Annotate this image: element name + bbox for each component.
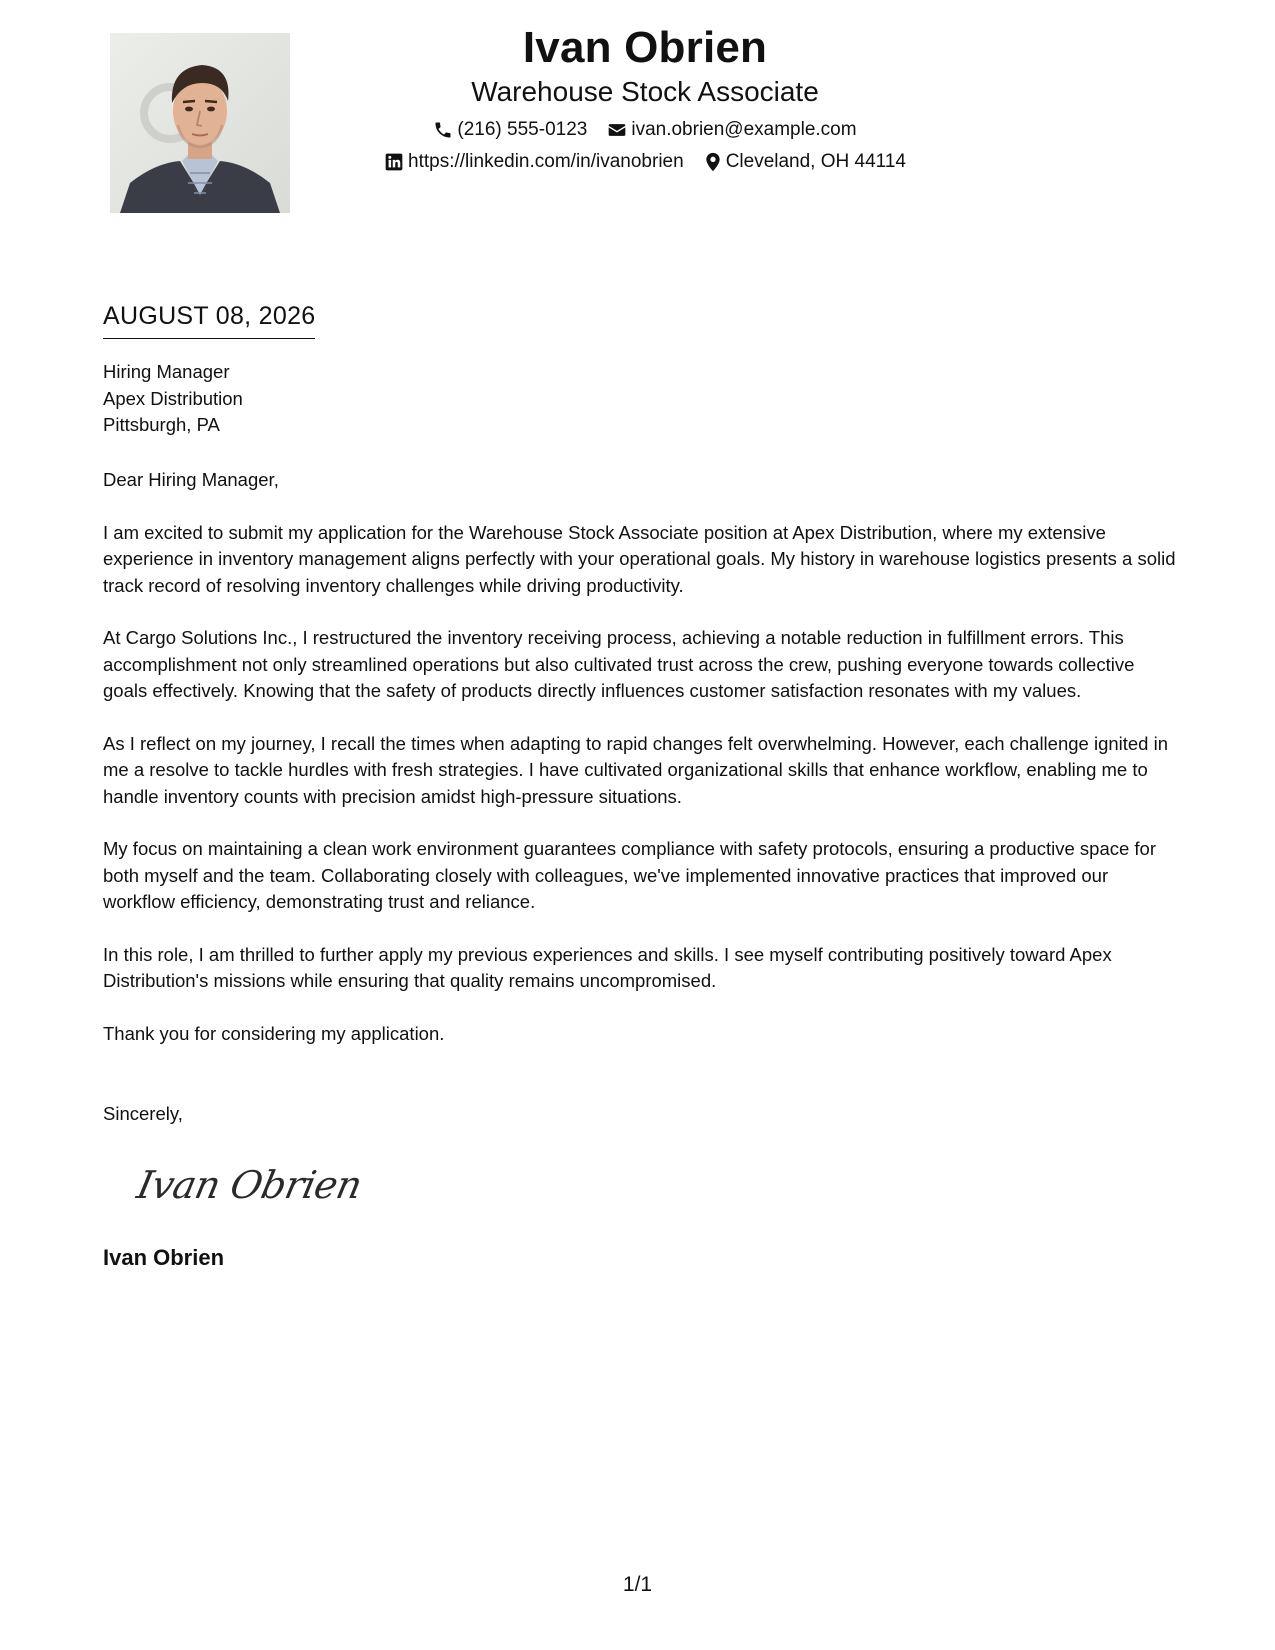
- linkedin-icon: [384, 152, 404, 172]
- recipient-block: [103, 359, 243, 439]
- contact-row-secondary: [300, 146, 990, 178]
- closing: Sincerely,: [103, 1103, 183, 1124]
- letter-paragraph: In this role, I am thrilled to further apply my previous experiences and skills. I see myself contributing positively toward Apex Distribution's missions while ensuring that quality remains uncompromised.: [103, 943, 1112, 991]
- letter-date: AUGUST 08, 2026: [103, 300, 315, 339]
- resume-header: [300, 20, 990, 178]
- location-contact: [704, 146, 906, 178]
- letter-paragraph: As I reflect on my journey, I recall the times when adapting to rapid changes felt overwhelming. However, each challenge ignited in me a resolve to tackle hurdles with fresh strategies. I have cultivated organizational skills that enhance workflow, enabling me to handle inventory counts with precision amidst high-pressure situations.: [103, 732, 1169, 807]
- letter-paragraph: My focus on maintaining a clean work environment guarantees compliance with safety protocols, ensuring a productive space for both myself and the team. Collaborating closely with colleagues, we've implemented innovative practices that improved our workflow efficiency, demonstrating trust and reliance.: [103, 838, 1157, 912]
- recipient-location: Pittsburgh, PA: [103, 414, 220, 435]
- recipient-name: Hiring Manager: [103, 361, 230, 382]
- letter-paragraph: Thank you for considering my application.: [103, 1022, 445, 1044]
- phone-icon: [433, 120, 453, 140]
- email-text[interactable]: ivan.obrien@example.com: [631, 119, 857, 140]
- handwritten-signature: Ivan Obrien: [133, 1163, 366, 1207]
- map-pin-icon: [704, 152, 722, 172]
- applicant-name: Ivan Obrien: [522, 23, 768, 72]
- linkedin-contact[interactable]: [384, 146, 684, 178]
- linkedin-text[interactable]: https://linkedin.com/in/ivanobrien: [408, 151, 684, 172]
- recipient-company: Apex Distribution: [103, 387, 243, 409]
- page-number: 1/1: [622, 1573, 653, 1596]
- email-contact[interactable]: [607, 114, 856, 146]
- applicant-title: Warehouse Stock Associate: [471, 76, 819, 107]
- contact-row-primary: [300, 114, 990, 146]
- location-text: Cleveland, OH 44114: [725, 151, 906, 172]
- letter-body: [103, 467, 1183, 1073]
- profile-photo-illustration: [110, 33, 290, 213]
- letter-paragraph: I am excited to submit my application for the Warehouse Stock Associate position at Apex Distribution, where my extensive experience in inventory management aligns perfectly with your operational goals. My history in warehouse logistics presents a solid track record of resolving inventory challenges while driving productivity.: [103, 521, 1176, 596]
- profile-photo: [110, 33, 290, 213]
- envelope-icon: [607, 120, 627, 140]
- signed-name: Ivan Obrien: [103, 1245, 225, 1270]
- letter-paragraph: At Cargo Solutions Inc., I restructured the inventory receiving process, achieving a notable reduction in fulfillment errors. This accomplishment not only streamlined operations but also cultivated trust across the crew, pushing everyone towards collective goals effectively. Knowing that the safety of products directly influences customer satisfaction resonates with my values.: [103, 627, 1135, 701]
- salutation: Dear Hiring Manager,: [103, 469, 279, 490]
- phone-text: (216) 555-0123: [457, 119, 588, 140]
- phone-contact: [433, 114, 587, 146]
